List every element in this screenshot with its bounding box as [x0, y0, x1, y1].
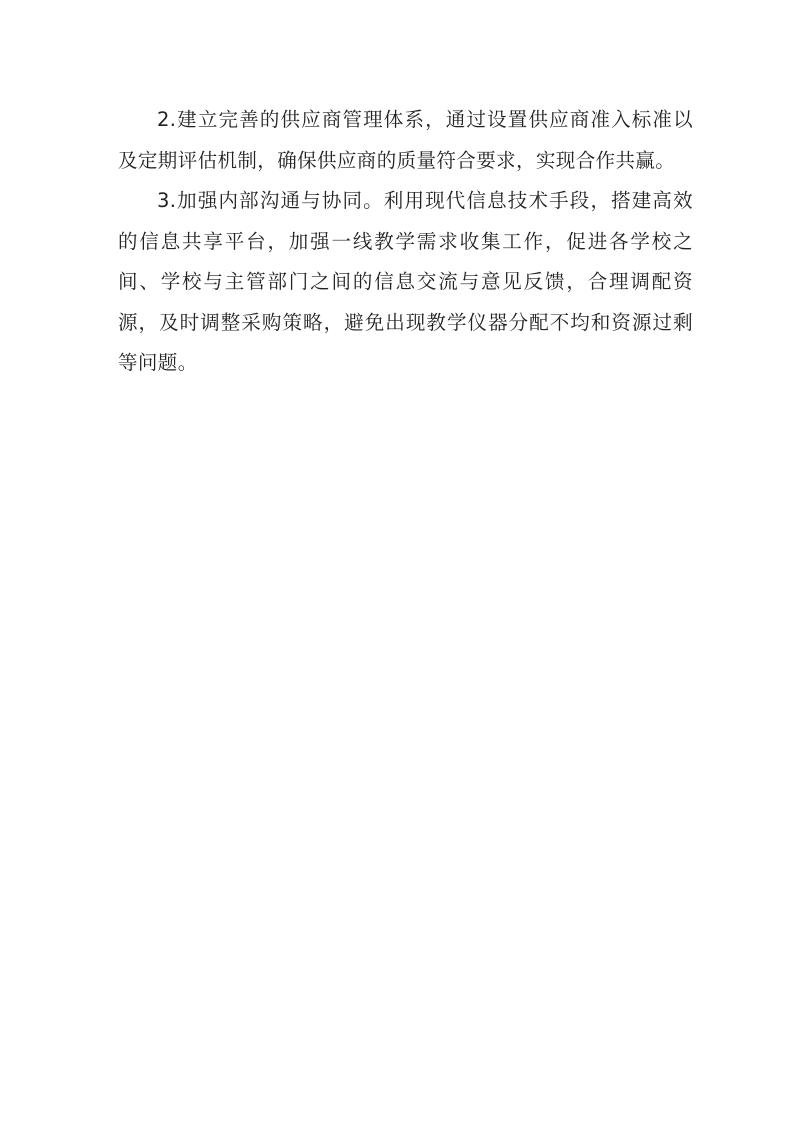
document-body: [118, 100, 693, 384]
paragraph-supplier-management: 2.建立完善的供应商管理体系，通过设置供应商准入标准以及定期评估机制，确保供应商的质量符合要求，实现合作共赢。: [118, 108, 693, 172]
paragraph-internal-communication: 3.加强内部沟通与协同。利用现代信息技术手段，搭建高效的信息共享平台，加强一线教学需求收集工作，促进各学校之间、学校与主管部门之间的信息交流与意见反馈，合理调配资源，及时调整采购策略，避免出现教学仪器分配不均和资源过剩等问题。: [118, 189, 693, 374]
